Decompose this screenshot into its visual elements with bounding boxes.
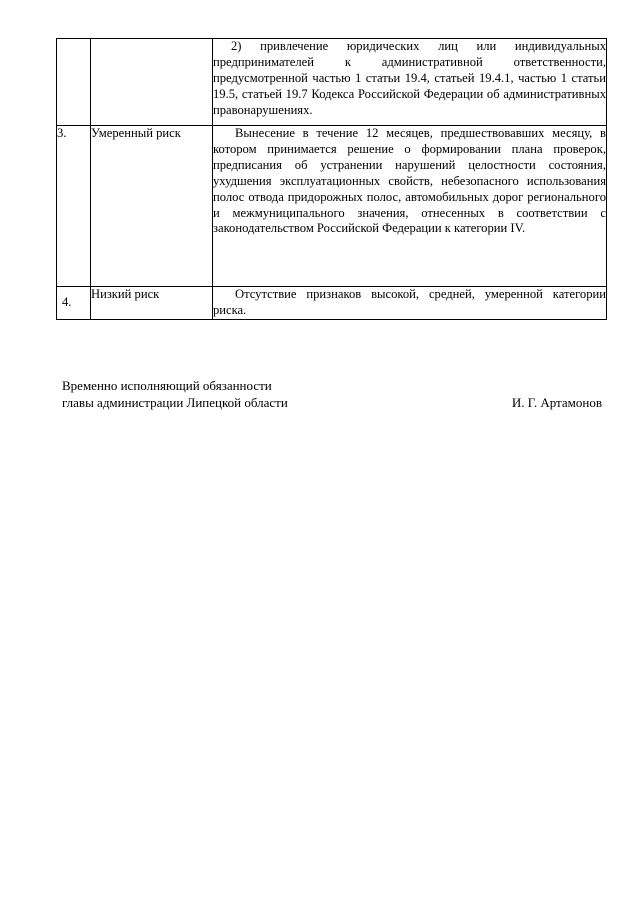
row-number-cell — [57, 39, 91, 126]
criteria-cell — [213, 39, 607, 126]
table-row — [57, 39, 607, 126]
table-row — [57, 287, 607, 320]
criteria-cell — [213, 287, 607, 320]
criteria-text: Отсутствие признаков высокой, средней, умеренной категории риска. — [213, 287, 606, 317]
risk-category-table — [56, 38, 607, 320]
signatory-position-line2: главы администрации Липецкой области — [62, 395, 288, 410]
table-row — [57, 126, 607, 287]
signature-line — [62, 394, 602, 411]
risk-category-cell: Умеренный риск — [91, 126, 213, 287]
criteria-text: Вынесение в течение 12 месяцев, предшествовавших месяцу, в котором принимается решение о формировании плана проверок, предписания об устранении нарушений целостности состояния, ухудшения эксплуатационных свойств, небезопасного использования полос отвода придорожных полос, автомобильных дорог регионального и межмуниципального значения, отнесенных в соответствии с законодательством Российской Федерации к категории IV. — [213, 126, 606, 236]
criteria-cell — [213, 126, 607, 287]
signatory-name: И. Г. Артамонов — [511, 395, 602, 410]
row-number-cell: 4. — [57, 287, 91, 320]
signatory-position-line1: Временно исполняющий обязанности — [62, 378, 272, 393]
criteria-text: 2) привлечение юридических лиц или индивидуальных предпринимателей к административной ответственности, предусмотренной частью 1 статьи 19.4, статьей 19.4.1, частью 1 статьи 19.5, статьей 19.7 Кодекса Российской Федерации об административных правонарушениях. — [213, 39, 606, 117]
risk-category-cell — [91, 39, 213, 126]
signature-block — [62, 377, 602, 411]
risk-category-cell: Низкий риск — [91, 287, 213, 320]
row-number-cell: 3. — [57, 126, 91, 287]
